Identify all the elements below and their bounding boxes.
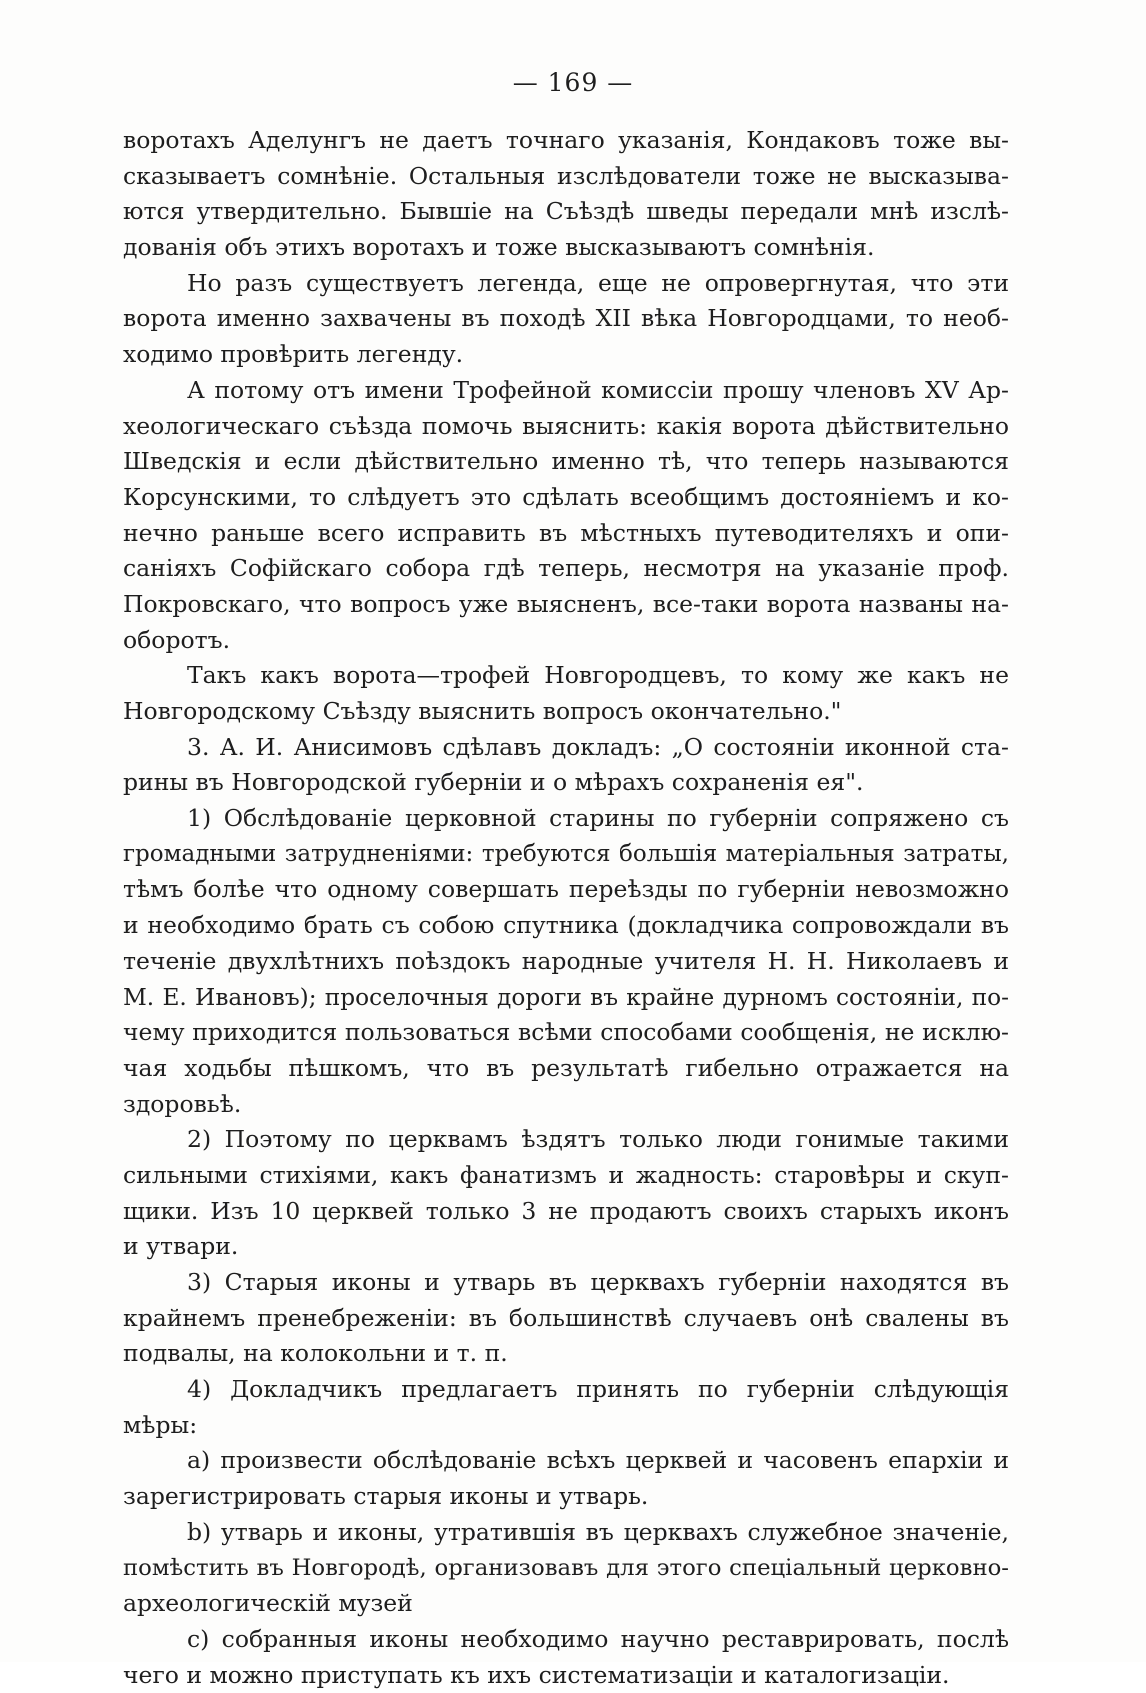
- text-line: А потому отъ имени Трофейной комиссіи прошу членовъ XV Ар-: [187, 375, 1009, 404]
- text-line: археологическій музей: [123, 1589, 413, 1618]
- page-number: — 169 —: [512, 68, 634, 97]
- text-line: щики. Изъ 10 церквей только 3 не продаютъ своихъ старыхъ иконъ: [123, 1196, 1009, 1225]
- text-line: Но разъ существуетъ легенда, еще не опровергнутая, что эти: [187, 268, 1009, 297]
- text-line: b) утварь и иконы, утратившія въ церквахъ служебное значеніе,: [187, 1517, 1009, 1546]
- text-line: мѣры:: [123, 1410, 198, 1439]
- text-line: Шведскія и если дѣйствительно именно тѣ, что теперь называются: [123, 447, 1009, 476]
- text-line: 3. А. И. Анисимовъ сдѣлавъ докладъ: „О состояніи иконной ста-: [187, 732, 1009, 761]
- text-line: a) произвести обслѣдованіе всѣхъ церквей и часовенъ епархіи и: [187, 1446, 1009, 1475]
- text-line: c) собранныя иконы необходимо научно реставрировать, послѣ: [187, 1624, 1009, 1653]
- text-line: оборотъ.: [123, 625, 231, 654]
- text-line: чая ходьбы пѣшкомъ, что въ результатѣ гибельно отражается на: [123, 1053, 1009, 1082]
- text-line: ются утвердительно. Бывшіе на Съѣздѣ шведы передали мнѣ изслѣ-: [123, 197, 1009, 226]
- text-line: 3) Старыя иконы и утварь въ церквахъ губерніи находятся въ: [187, 1268, 1009, 1296]
- text-line: громадными затрудненіями: требуются большія матеріальныя затраты,: [123, 840, 1009, 867]
- text-line: нечно раньше всего исправить въ мѣстныхъ путеводителяхъ и опи-: [123, 518, 1009, 547]
- text-line: тѣмъ болѣе что одному совершать переѣзды по губерніи невозможно: [123, 875, 1009, 904]
- text-line: крайнемъ пренебреженіи: въ большинствѣ случаевъ онѣ свалены въ: [123, 1303, 1009, 1332]
- text-line: чему приходится пользоваться всѣми способами сообщенія, не исклю-: [123, 1018, 1009, 1047]
- body-text: [123, 123, 1009, 1693]
- text-line: теченіе двухлѣтнихъ поѣздокъ народные учителя Н. Н. Николаевъ и: [123, 946, 1009, 975]
- text-line: сильными стихіями, какъ фанатизмъ и жадность: старовѣры и скуп-: [123, 1160, 1009, 1189]
- text-line: Покровскаго, что вопросъ уже выясненъ, все-таки ворота названы на-: [123, 589, 1009, 618]
- text-line: ходимо провѣрить легенду.: [123, 340, 464, 369]
- text-line: сказываетъ сомнѣніе. Остальныя изслѣдователи тоже не высказыва-: [123, 161, 1009, 190]
- text-line: 1) Обслѣдованіе церковной старины по губерніи сопряжено съ: [187, 804, 1009, 833]
- text-line: и необходимо брать съ собою спутника (докладчика сопровождали въ: [123, 911, 1009, 940]
- text-line: чего и можно приступать къ ихъ систематизаціи и каталогизаціи.: [123, 1660, 950, 1689]
- text-line: 2) Поэтому по церквамъ ѣздятъ только люди гонимые такими: [187, 1125, 1009, 1154]
- text-line: М. Е. Ивановъ); проселочныя дороги въ крайне дурномъ состояніи, по-: [123, 983, 1009, 1011]
- text-line: хеологическаго съѣзда помочь выяснить: какія ворота дѣйствительно: [123, 411, 1009, 440]
- text-line: зарегистрировать старыя иконы и утварь.: [123, 1482, 649, 1511]
- text-line: Корсунскими, то слѣдуетъ это сдѣлать всеобщимъ достояніемъ и ко-: [123, 482, 1009, 511]
- text-line: помѣстить въ Новгородѣ, организовавъ для этого спеціальный церковно-: [123, 1554, 1009, 1581]
- text-line: 4) Докладчикъ предлагаетъ принять по губерніи слѣдующія: [187, 1375, 1009, 1404]
- text-line: дованія объ этихъ воротахъ и тоже высказываютъ сомнѣнія.: [123, 233, 875, 262]
- text-line: воротахъ Аделунгъ не даетъ точнаго указанія, Кондаковъ тоже вы-: [123, 126, 1009, 154]
- text-line: Новгородскому Съѣзду выяснить вопросъ окончательно.": [123, 697, 842, 725]
- text-line: подвалы, на колокольни и т. п.: [123, 1339, 508, 1368]
- text-line: Такъ какъ ворота—трофей Новгородцевъ, то кому же какъ не: [187, 661, 1009, 690]
- text-line: саніяхъ Софійскаго собора гдѣ теперь, несмотря на указаніе проф.: [123, 554, 1009, 583]
- text-line: рины въ Новгородской губерніи и о мѣрахъ сохраненія ея".: [123, 768, 864, 797]
- text-line: и утвари.: [123, 1232, 239, 1261]
- text-line: здоровьѣ.: [123, 1089, 242, 1118]
- text-line: ворота именно захвачены въ походѣ XII вѣка Новгородцами, то необ-: [123, 304, 1009, 333]
